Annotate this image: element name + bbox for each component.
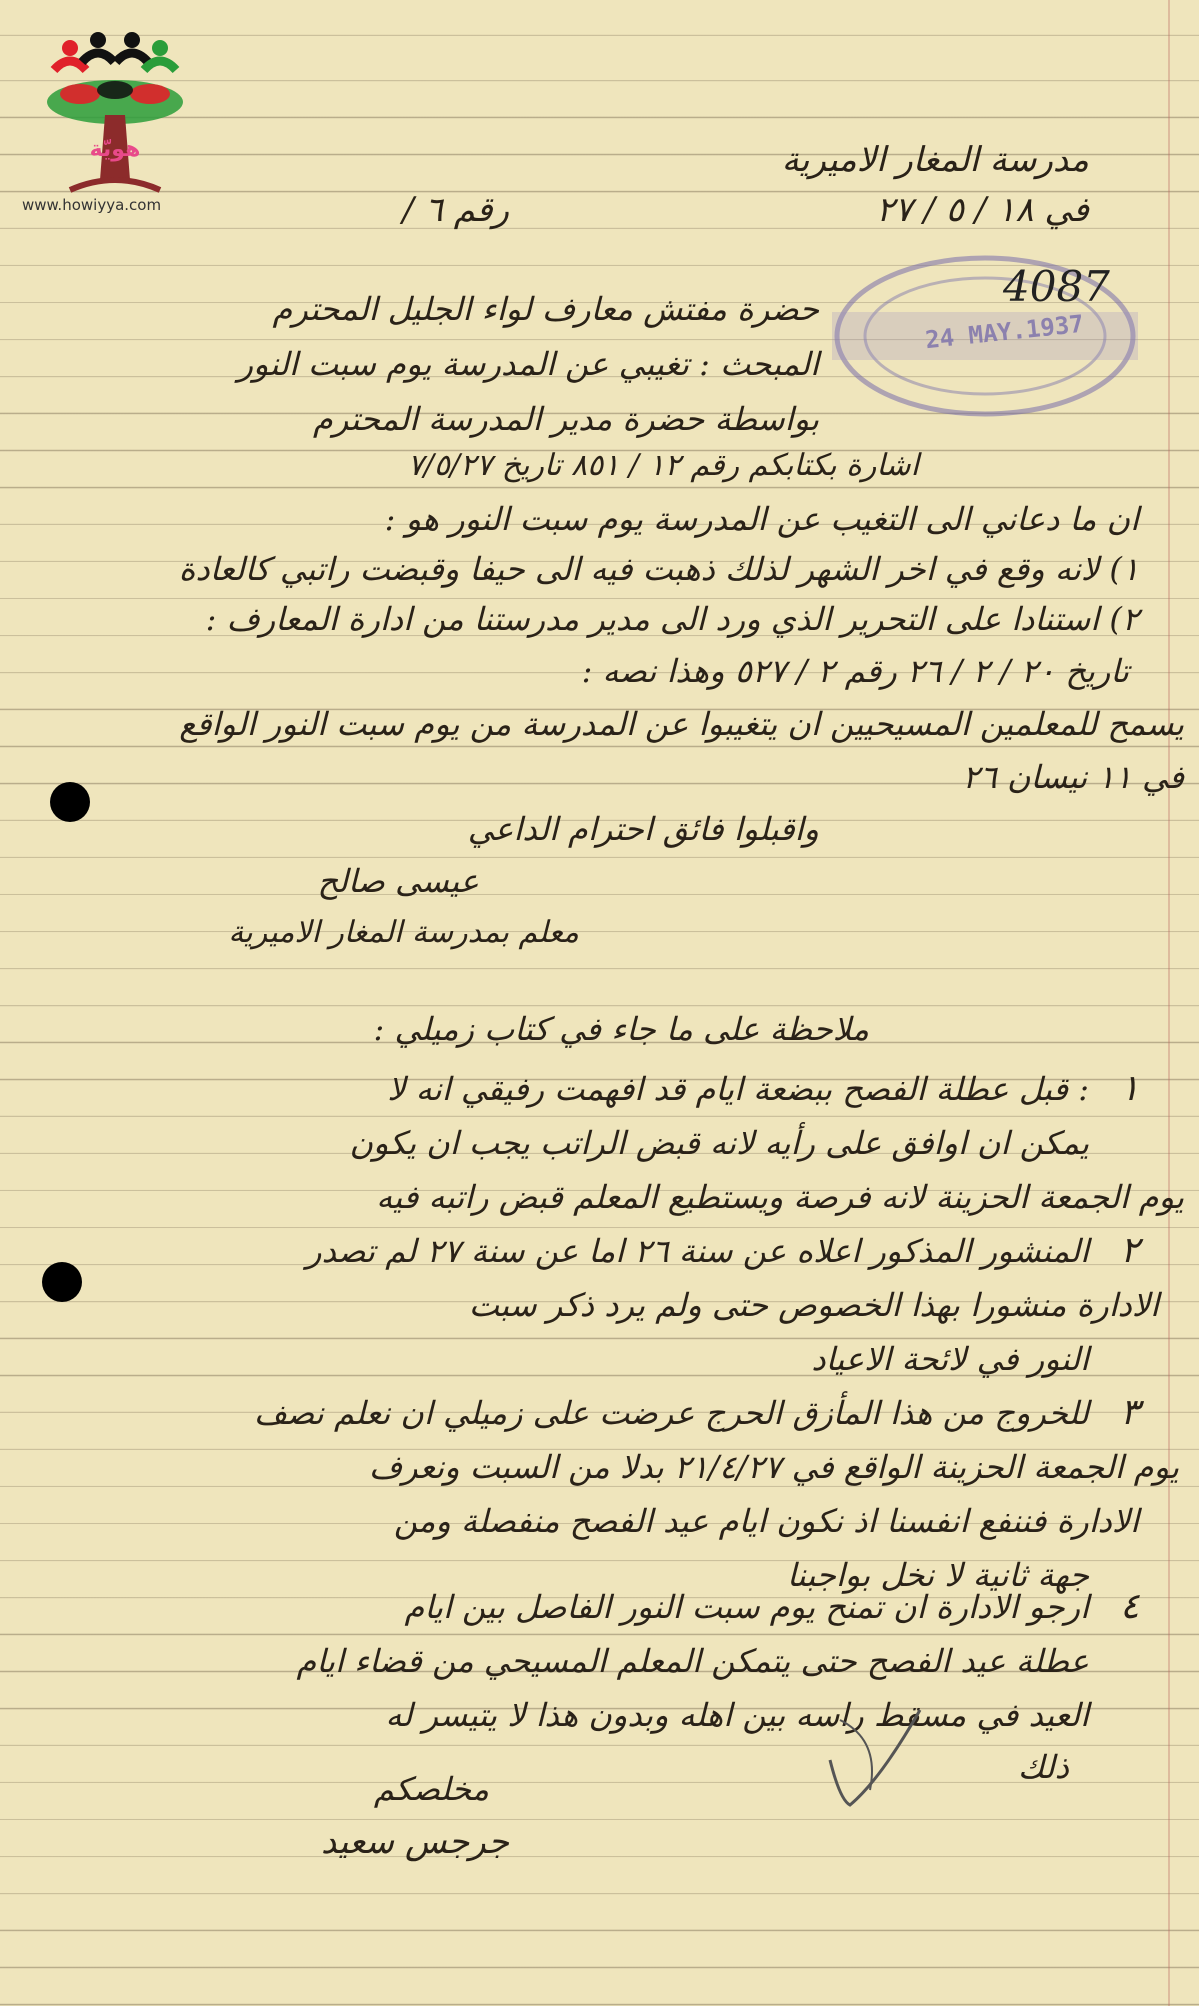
note-3-number: ٣ [1120,1392,1140,1433]
reason-2: ٢) استنادا على التحرير الذي ورد الى مدير مدرستنا من ادارة المعارف : [205,600,1139,638]
stamp-date: 24 MAY.1937 [923,309,1085,355]
notes-signature: جرجس سعيد [321,1822,509,1862]
note-4-line-2: عطلة عيد الفصح حتى يتمكن المعلم المسيحي من قضاء ايام [296,1642,1089,1680]
quote-line-1: يسمح للمعلمين المسيحيين ان يتغيبوا عن المدرسة من يوم سبت النور الواقع [179,705,1184,743]
logo-text: هويّة [89,137,141,162]
notes-heading: ملاحظة على ما جاء في كتاب زميلي : [373,1010,869,1048]
note-1-line-1: : قبل عطلة الفصح ببضعة ايام قد افهمت رفيقي انه لا [387,1070,1089,1108]
note-2-number: ٢ [1120,1230,1140,1271]
note-1-line-2: يمكن ان اوافق على رأيه لانه قبض الراتب يجب ان يكون [349,1124,1089,1162]
note-3-line-1: للخروج من هذا المأزق الحرج عرضت على زميلي ان نعلم نصف [254,1394,1089,1432]
sender-signature: عيسى صالح [317,862,479,900]
quote-line-2: في ١١ نيسان ٢٦ [962,758,1184,796]
punch-hole-bottom [42,1262,82,1302]
note-2-line-3: النور في لائحة الاعياد [811,1340,1089,1378]
notes-closing: مخلصكم [373,1770,489,1808]
approval-check-mark [810,1700,930,1810]
note-4-number: ٤ [1120,1586,1140,1627]
tree-roots [70,180,160,190]
note-3-line-2: يوم الجمعة الحزينة الواقع في ٢١/٤/٢٧ بدلا من السبت ونعرف [368,1448,1179,1486]
people-icons [54,32,176,70]
note-3-line-3: الادارة فننفع انفسنا اذ نكون ايام عيد الفصح منفصلة ومن [393,1502,1139,1540]
note-2-line-2: الادارة منشورا بهذا الخصوص حتى ولم يرد ذكر سبت [468,1286,1159,1324]
recipient-line: حضرة مفتش معارف لواء الجليل المحترم [272,290,819,328]
reference-line: اشارة بكتابكم رقم ١٢ / ٨٥١ تاريخ ٧/٥/٢٧ [407,448,919,483]
subject-line: المبحث : تغيبي عن المدرسة يوم سبت النور [237,345,819,383]
note-4-line-4: ذلك [1018,1748,1069,1786]
punch-hole-top [50,782,90,822]
closing-line: واقبلوا فائق احترام الداعي [467,810,819,848]
logo-url: www.howiyya.com [22,196,162,214]
margin-rule [1168,0,1170,2006]
reference-number: رقم ٦ / [402,190,509,230]
sender-title: معلم بمدرسة المغار الاميرية [228,915,579,950]
note-4-line-1: ارجو الادارة ان تمنح يوم سبت النور الفاصل بين ايام [404,1588,1089,1626]
letter-date: في ١٨ / ٥ / ٢٧ [876,190,1089,230]
intro-line: ان ما دعاني الى التغيب عن المدرسة يوم سبت النور هو : [384,500,1139,538]
via-line: بواسطة حضرة مدير المدرسة المحترم [313,400,819,438]
reason-1: ١) لانه وقع في اخر الشهر لذلك ذهبت فيه الى حيفا وقبضت راتبي كالعادة [178,550,1139,588]
school-name: مدرسة المغار الاميرية [781,140,1089,180]
note-1-number: ١ [1120,1068,1140,1109]
reason-2-ref: تاريخ ٢٠ / ٢ / ٢٦ رقم ٢ / ٥٢٧ وهذا نصه : [581,652,1129,690]
file-number: 4087 [1003,262,1110,311]
note-2-line-1: المنشور المذكور اعلاه عن سنة ٢٦ اما عن سنة ٢٧ لم تصدر [306,1232,1089,1270]
note-4-line-3: العيد في مسقط راسه بين اهله وبدون هذا لا يتيسر له [385,1696,1089,1734]
note-1-line-3: يوم الجمعة الحزينة لانه فرصة ويستطيع المعلم قبض راتبه فيه [376,1178,1184,1216]
note-3-line-4: جهة ثانية لا نخل بواجبنا [787,1556,1089,1594]
family-tree-logo [40,30,190,200]
